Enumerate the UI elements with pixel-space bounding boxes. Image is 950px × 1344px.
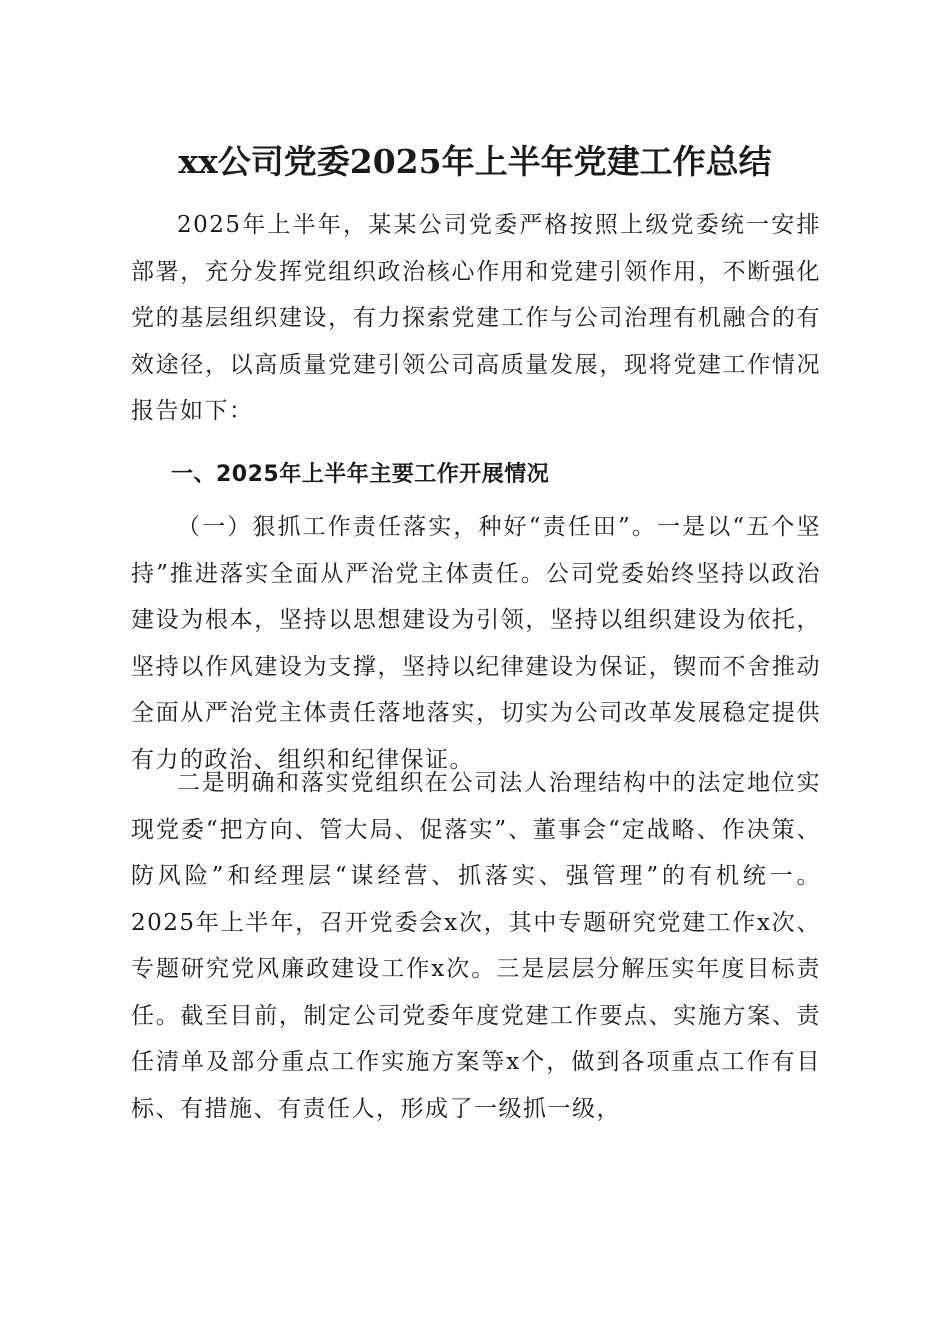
item-two-paragraph: 二是明确和落实党组织在公司法人治理结构中的法定地位实现党委“把方向、管大局、促落实”、董事会“定战略、作决策、防风险”和经理层“谋经营、抓落实、强管理”的有机统一。2025年上半年，召开党委会x次，其中专题研究党建工作x次、专题研究党风廉政建设工作x次。三是层层分解压实年度目标责任。截至目前，制定公司党委年度党建工作要点、实施方案、责任清单及部分重点工作实施方案等x个，做到各项重点工作有目标、有措施、有责任人，形成了一级抓一级， <box>131 770 821 1122</box>
intro-paragraph: 2025年上半年，某某公司党委严格按照上级党委统一安排部署，充分发挥党组织政治核心作用和党建引领作用，不断强化党的基层组织建设，有力探索党建工作与公司治理有机融合的有效途径，以高质量党建引领公司高质量发展，现将党建工作情况报告如下： <box>131 212 821 424</box>
section-one-heading: 一、2025年上半年主要工作开展情况 <box>171 462 550 487</box>
document-title: xx公司党委2025年上半年党建工作总结 <box>178 142 772 181</box>
item-one-paragraph: （一）狠抓工作责任落实，种好“责任田”。一是以“五个坚持”推进落实全面从严治党主体责任。公司党委始终坚持以政治建设为根本，坚持以思想建设为引领，坚持以组织建设为依托，坚持以作风建设为支撑，坚持以纪律建设为保证，锲而不舍推动全面从严治党主体责任落地落实，切实为公司改革发展稳定提供有力的政治、组织和纪律保证。 <box>131 514 821 773</box>
